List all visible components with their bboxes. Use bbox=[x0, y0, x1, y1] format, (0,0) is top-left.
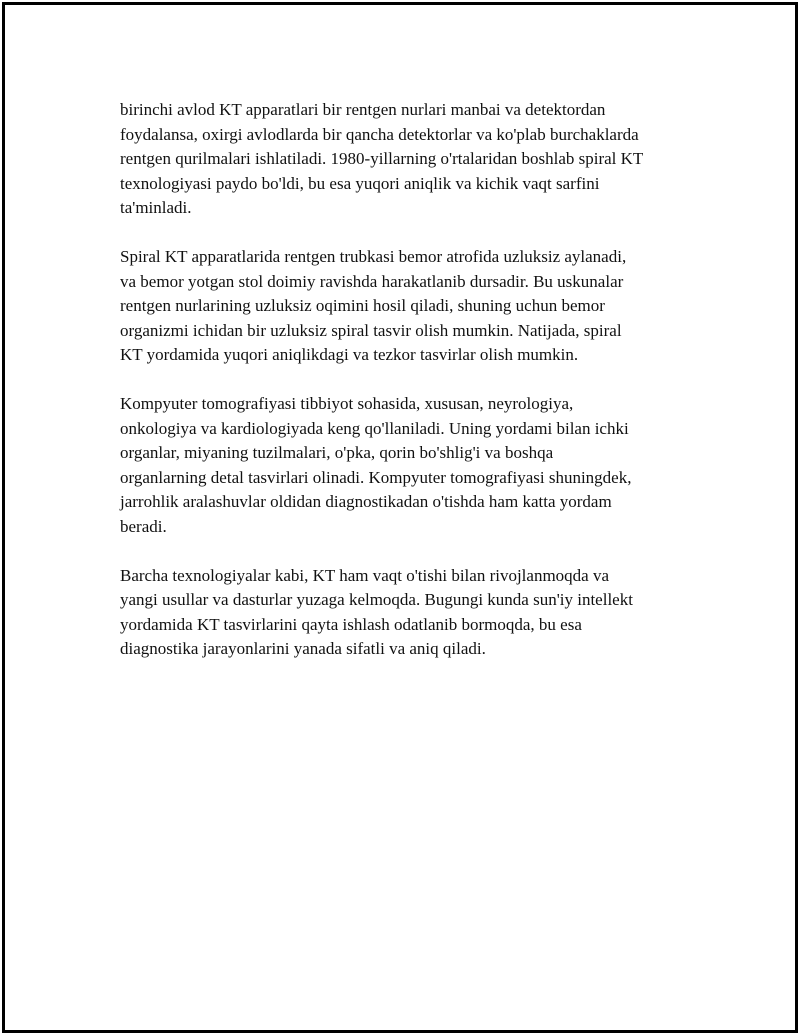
document-page bbox=[2, 2, 798, 1033]
paragraph-4: Barcha texnologiyalar kabi, KT ham vaqt o'tishi bilan rivojlanmoqda va yangi usullar va dasturlar yuzaga kelmoqda. Bugungi kunda sun'iy intellekt yordamida KT tasvirlarini qayta ishlash odatlanib bormoqda, bu esa diagnostika jarayonlarini yanada sifatli va aniq qiladi. bbox=[120, 565, 633, 658]
paragraph-2: Spiral KT apparatlarida rentgen trubkasi bemor atrofida uzluksiz aylanadi, va bemor yotgan stol doimiy ravishda harakatlanib dursadir. Bu uskunalar rentgen nurlarining uzluksiz oqimini hosil qiladi, shuning uchun bemor organizmi ichidan bir uzluksiz spiral tasvir olish mumkin. Natijada, spiral KT yordamida yuqori aniqlikdagi va tezkor tasvirlar olish mumkin. bbox=[120, 247, 627, 364]
paragraph-3: Kompyuter tomografiyasi tibbiyot sohasida, xususan, neyrologiya, onkologiya va kardiologiyada keng qo'llaniladi. Uning yordami bilan ichki organlar, miyaning tuzilmalari, o'pka, qorin bo'shlig'i va boshqa organlarning detal tasvirlari olinadi. Kompyuter tomografiyasi shuningdek, jarrohlik aralashuvlar oldidan diagnostikadan o'tishda ham katta yordam beradi. bbox=[120, 394, 632, 536]
paragraph-1: birinchi avlod KT apparatlari bir rentgen nurlari manbai va detektordan foydalansa, oxirgi avlodlarda bir qancha detektorlar va ko'plab burchaklarda rentgen qurilmalari ishlatiladi. 1980-yillarning o'rtalaridan boshlab spiral KT texnologiyasi paydo bo'ldi, bu esa yuqori aniqlik va kichik vaqt sarfini ta'minladi. bbox=[120, 100, 644, 217]
document-body bbox=[120, 98, 690, 686]
